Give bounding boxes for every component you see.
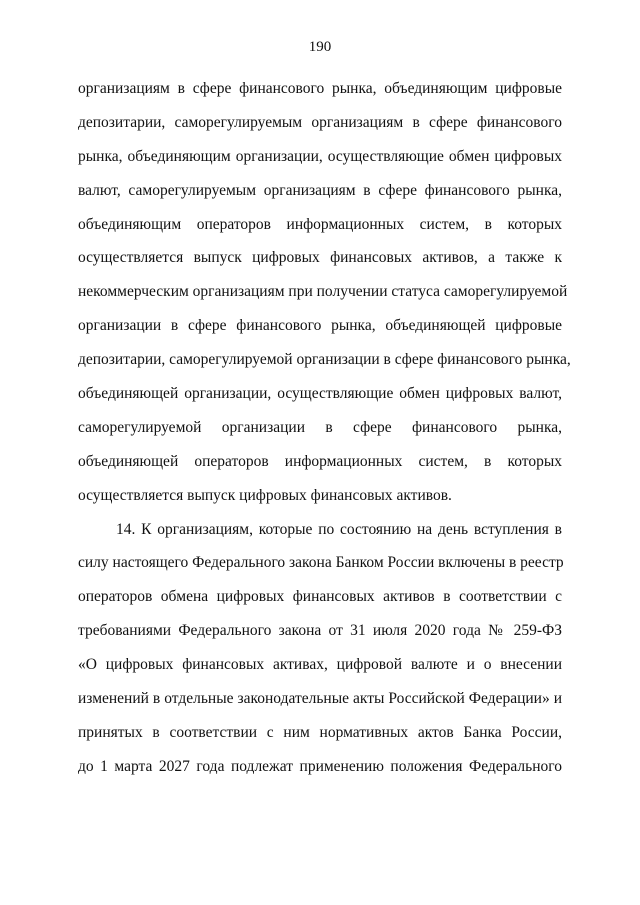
text-line: изменений в отдельные законодательные акты Российской Федерации» и bbox=[78, 690, 562, 708]
text-line: депозитарии, саморегулируемой организации в сфере финансового рынка, bbox=[78, 351, 571, 369]
text-line: некоммерческим организациям при получении статуса саморегулируемой bbox=[78, 283, 568, 301]
text-line: рынка, объединяющим организации, осуществляющие обмен цифровых bbox=[78, 147, 562, 165]
text-line: операторов обмена цифровых финансовых активов в соответствии с bbox=[78, 588, 562, 606]
page-number: 190 bbox=[308, 39, 332, 55]
text-line: осуществляется выпуск цифровых финансовых активов. bbox=[78, 486, 452, 504]
text-line: до 1 марта 2027 года подлежат применению положения Федерального bbox=[78, 757, 562, 775]
text-line: объединяющим операторов информационных систем, в которых bbox=[78, 215, 562, 233]
body-text bbox=[78, 72, 571, 784]
text-line: организациям в сфере финансового рынка, объединяющим цифровые bbox=[78, 80, 562, 97]
text-line: объединяющей организации, осуществляющие обмен цифровых валют, bbox=[78, 385, 562, 403]
text-line: депозитарии, саморегулируемым организациям в сфере финансового bbox=[78, 113, 562, 131]
text-line: организации в сфере финансового рынка, объединяющей цифровые bbox=[78, 317, 562, 335]
text-line: объединяющей операторов информационных систем, в которых bbox=[78, 452, 562, 470]
paragraph-start-line: 14. К организациям, которые по состоянию на день вступления в bbox=[116, 520, 562, 538]
text-line: валют, саморегулируемым организациям в сфере финансового рынка, bbox=[78, 181, 562, 199]
text-line: силу настоящего Федерального закона Банком России включены в реестр bbox=[78, 554, 564, 572]
text-line: саморегулируемой организации в сфере финансового рынка, bbox=[78, 418, 562, 436]
text-line: осуществляется выпуск цифровых финансовых активов, а также к bbox=[78, 249, 562, 267]
text-line: «О цифровых финансовых активах, цифровой валюте и о внесении bbox=[78, 656, 562, 674]
text-line: принятых в соответствии с ним нормативных актов Банка России, bbox=[78, 723, 562, 741]
text-line: требованиями Федерального закона от 31 июля 2020 года № 259-ФЗ bbox=[78, 622, 562, 640]
